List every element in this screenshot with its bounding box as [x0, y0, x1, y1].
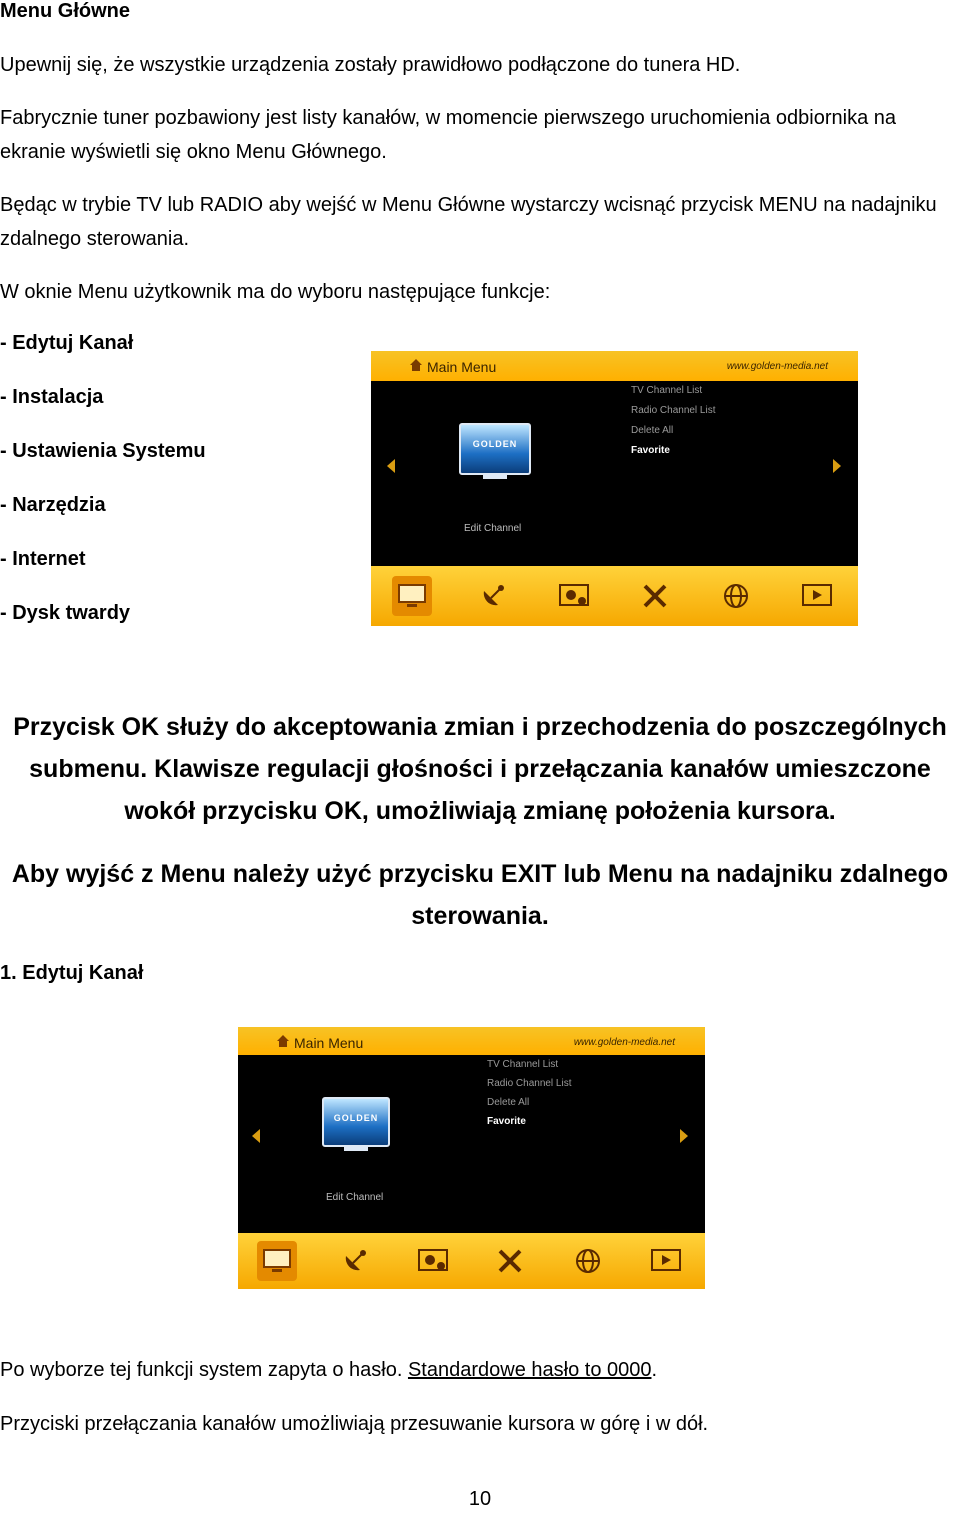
menu-icon-bar	[371, 566, 858, 626]
menu-url: www.golden-media.net	[573, 1037, 675, 1048]
satellite-icon	[335, 1241, 375, 1281]
menu-item-delete-all: Delete All	[631, 425, 674, 436]
menu-item-tv-channel-list: TV Channel List	[487, 1059, 559, 1070]
paragraph-factory-channel-list: Fabrycznie tuner pozbawiony jest listy kanałów, w momencie pierwszego uruchomienia odbiornika na ekranie wyświetli się okno Menu Głównego.	[0, 107, 897, 163]
tools-icon	[490, 1241, 530, 1281]
function-item-edit-channel: - Edytuj Kanał	[0, 332, 134, 354]
function-item-tools: - Narzędzia	[0, 494, 106, 516]
page-number: 10	[468, 1488, 492, 1510]
arrow-right-icon	[833, 459, 841, 473]
paragraph-connect-devices: Upewnij się, że wszystkie urządzenia zostały prawidłowo podłączone do tunera HD.	[0, 54, 741, 76]
exit-menu-note: Aby wyjść z Menu należy użyć przycisku EXIT lub Menu na nadajniku zdalnego sterowania.	[11, 860, 949, 930]
golden-tv-icon: GOLDEN	[322, 1097, 390, 1147]
globe-icon	[568, 1241, 608, 1281]
settings-icon	[413, 1241, 453, 1281]
golden-tv-icon: GOLDEN	[459, 423, 531, 475]
menu-header-bar	[371, 351, 858, 381]
menu-item-favorite: Favorite	[631, 445, 670, 456]
edit-channel-menu-screenshot	[238, 1027, 705, 1289]
menu-list	[487, 1055, 572, 1131]
ok-button-note: Przycisk OK służy do akceptowania zmian i przechodzenia do poszczególnych submenu. Klawisze regulacji głośności i przełączania kanałów umieszczone wokół przycisku OK, umożliwiają zmianę położenia kursora.	[13, 713, 947, 825]
media-player-icon	[646, 1241, 686, 1281]
menu-item-tv-channel-list: TV Channel List	[631, 385, 703, 396]
menu-item-radio-channel-list: Radio Channel List	[631, 405, 716, 416]
globe-icon	[716, 576, 756, 616]
default-password: Standardowe hasło to 0000	[407, 1359, 652, 1381]
password-end: .	[651, 1359, 658, 1381]
home-icon	[276, 1034, 290, 1048]
menu-item-radio-channel-list: Radio Channel List	[487, 1078, 572, 1089]
function-item-hard-disk: - Dysk twardy	[0, 602, 131, 624]
menu-title: Main Menu	[294, 1035, 364, 1051]
tv-stand	[344, 1145, 368, 1151]
menu-title: Main Menu	[427, 359, 497, 375]
menu-url: www.golden-media.net	[726, 361, 828, 372]
tv-stand	[483, 473, 507, 479]
tv-icon	[257, 1241, 297, 1281]
menu-item-favorite: Favorite	[487, 1116, 526, 1127]
function-item-installation: - Instalacja	[0, 386, 104, 408]
menu-caption: Edit Channel	[326, 1192, 384, 1203]
satellite-icon	[473, 576, 513, 616]
menu-header-bar	[238, 1027, 705, 1055]
section-heading-edit-channel: 1. Edytuj Kanał	[0, 962, 144, 984]
paragraph-password	[0, 1353, 955, 1387]
arrow-right-icon	[680, 1129, 688, 1143]
paragraph-enter-menu: Będąc w trybie TV lub RADIO aby wejść w Menu Główne wystarczy wcisnąć przycisk MENU na nadajniku zdalnego sterowania.	[0, 194, 937, 250]
menu-caption: Edit Channel	[464, 523, 522, 534]
settings-icon	[554, 576, 594, 616]
arrow-left-icon	[387, 459, 395, 473]
paragraph-functions-intro: W oknie Menu użytkownik ma do wyboru następujące funkcje:	[0, 281, 551, 303]
main-menu-screenshot	[371, 351, 858, 626]
menu-icon-bar	[238, 1233, 705, 1289]
menu-list	[631, 381, 716, 461]
media-player-icon	[797, 576, 837, 616]
arrow-left-icon	[252, 1129, 260, 1143]
menu-item-delete-all: Delete All	[487, 1097, 530, 1108]
password-text: Po wyborze tej funkcji system zapyta o hasło.	[0, 1359, 408, 1381]
paragraph-cursor-keys: Przyciski przełączania kanałów umożliwiają przesuwanie kursora w górę i w dół.	[0, 1413, 709, 1435]
home-icon	[409, 358, 423, 372]
tv-icon	[392, 576, 432, 616]
function-item-system-settings: - Ustawienia Systemu	[0, 440, 206, 462]
tools-icon	[635, 576, 675, 616]
function-item-internet: - Internet	[0, 548, 86, 570]
page-title: Menu Główne	[0, 0, 130, 22]
